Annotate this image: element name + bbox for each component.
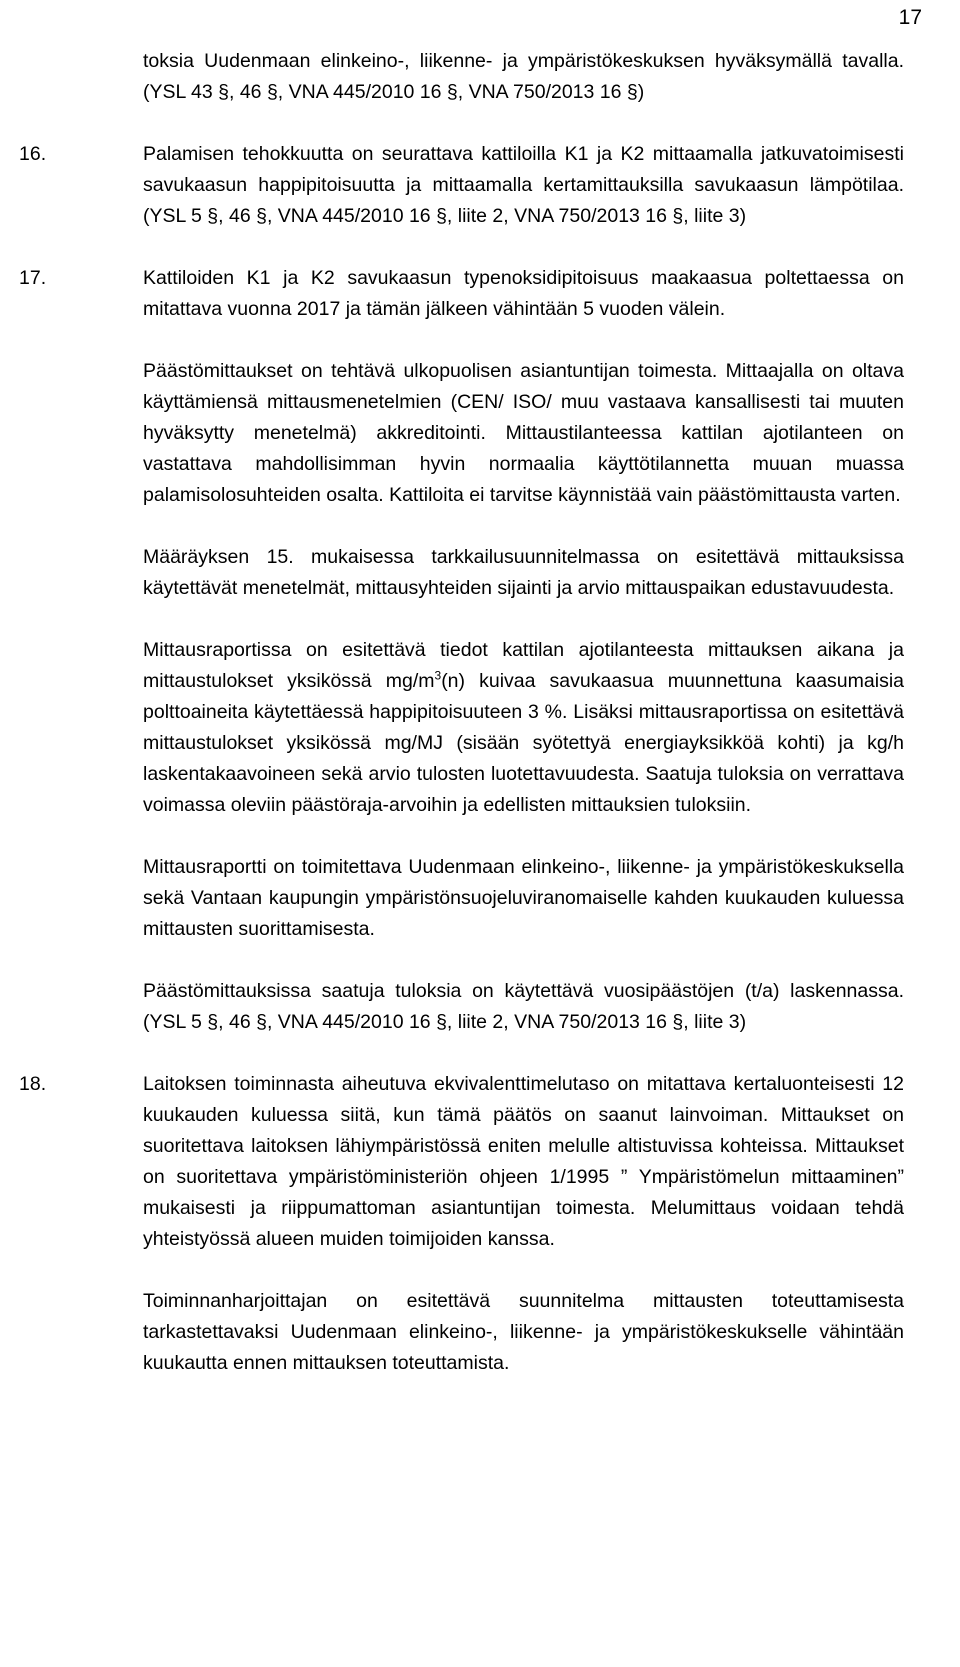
item-number: 17. xyxy=(19,267,47,289)
paragraph: Päästömittauksissa saatuja tuloksia on käytettävä vuosipäästöjen (t/a) laskennassa. (YSL 5 §, 46 §, VNA 445/2010 16 §, liite 2, VNA 750/2013 16 §, liite 3) xyxy=(143,980,904,1033)
report-text-start: Mittausraportissa on esitettävä tiedot kattilan ajotilanteesta mittauksen aikana ja mittaustulokset yksikössä mg/m xyxy=(143,639,904,692)
paragraph: Määräyksen 15. mukaisessa tarkkailusuunnitelmassa on esitettävä mittauksissa käytettävät menetelmät, mittausyhteiden sijainti ja arvio mittauspaikan edustavuudesta. xyxy=(143,546,904,599)
report-paragraph xyxy=(143,635,904,821)
report-text-end: (n) kuivaa savukaasua muunnettuna kaasumaisia polttoaineita käytettäessä happipitoisuuteen 3 %. Lisäksi mittausraportissa on esitettävä mittaustulokset yksikössä mg/MJ (sisään syötettyä energiayksikköä kohti) ja kg/h laskentakaavoineen sekä arvio tulosten luotettavuudesta. Saatuja tuloksia on verrattava voimassa oleviin päästöraja-arvoihin ja edellisten mittauksien tuloksiin. xyxy=(143,670,904,816)
continuation-block xyxy=(19,46,904,108)
paragraph: Päästömittaukset on tehtävä ulkopuolisen asiantuntijan toimesta. Mittaajalla on oltava käyttämiensä mittausmenetelmien (CEN/ ISO/ muu vastaava kansallisesti tai muuten hyväksytty menetelmä) akkreditointi. Mittaustilanteessa kattilan ajotilanteen on vastattava mahdollisimman hyvin normaalia käyttötilannetta muuan muassa palamisolosuhteiden osalta. Kattiloita ei tarvitse käynnistää vain päästömittausta varten. xyxy=(143,360,904,506)
paragraph: Mittausraportti on toimitettava Uudenmaan elinkeino-, liikenne- ja ympäristökeskuksella sekä Vantaan kaupungin ympäristönsuojeluviranomaiselle kahden kuukauden kuluessa mittausten suorittamisesta. xyxy=(143,856,904,940)
paragraph: Kattiloiden K1 ja K2 savukaasun typenoksidipitoisuus maakaasua poltettaessa on mitattava vuonna 2017 ja tämän jälkeen vähintään 5 vuoden välein. xyxy=(143,267,904,320)
item-16 xyxy=(19,139,904,232)
superscript-3: 3 xyxy=(434,668,442,683)
paragraph: Toiminnanharjoittajan on esitettävä suunnitelma mittausten toteuttamisesta tarkastettavaksi Uudenmaan elinkeino-, liikenne- ja ympäristökeskukselle vähintään kuukautta ennen mittauksen toteuttamista. xyxy=(143,1290,904,1374)
item-18 xyxy=(19,1069,904,1379)
paragraph: Palamisen tehokkuutta on seurattava kattiloilla K1 ja K2 mittaamalla jatkuvatoimisesti savukaasun happipitoisuutta ja mittaamalla kertamittauksilla savukaasun lämpötilaa. (YSL 5 §, 46 §, VNA 445/2010 16 §, liite 2, VNA 750/2013 16 §, liite 3) xyxy=(143,143,904,227)
paragraph: Laitoksen toiminnasta aiheutuva ekvivalenttimelutaso on mitattava kertaluonteisesti 12 kuukauden kuluessa siitä, kun tämä päätös on saanut lainvoiman. Mittaukset on suoritettava laitoksen lähiympäristössä eniten melulle altistuvissa kohteissa. Mittaukset on suoritettava ympäristöministeriön ohjeen 1/1995 ” Ympäristömelun mittaaminen” mukaisesti ja riippumattoman asiantuntijan toimesta. Melumittaus voidaan tehdä yhteistyössä alueen muiden toimijoiden kanssa. xyxy=(143,1073,904,1250)
item-number: 16. xyxy=(19,143,47,165)
continuation-paragraph: toksia Uudenmaan elinkeino-, liikenne- ja ympäristökeskuksen hyväksymällä tavalla. (YSL 43 §, 46 §, VNA 445/2010 16 §, VNA 750/2013 16 §) xyxy=(143,50,904,103)
document-body xyxy=(19,46,904,1379)
page-number: 17 xyxy=(898,6,922,29)
item-17 xyxy=(19,263,904,1038)
item-number: 18. xyxy=(19,1073,47,1095)
